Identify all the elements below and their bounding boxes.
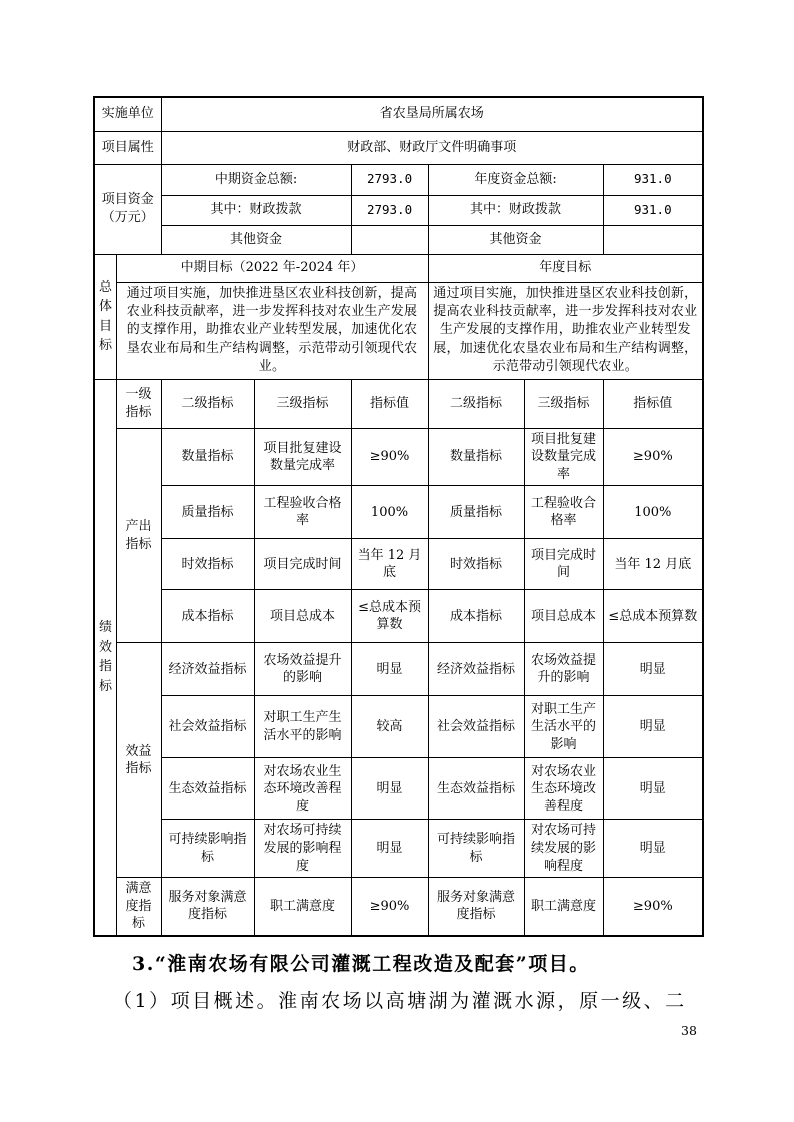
indicator-l3-mid: 职工满意度 [254, 878, 351, 936]
annual-goal-text: 通过项目实施，加快推进垦区农业科技创新，提高农业科技贡献率，进一步发挥科技对农业生产发展的支撑作用，助推农业产业转型发展，加速优化农垦农业布局和生产结构调整，示范带动引领现代农业。 [428, 282, 703, 379]
indicator-value-annual: ≤总成本预算数 [603, 590, 703, 643]
mid-term-total-label: 中期资金总额: [161, 164, 351, 195]
project-funds-label: 项目资金（万元） [94, 164, 161, 254]
indicator-l3-mid: 对农场农业生态环境改善程度 [254, 758, 351, 820]
indicator-value-mid: ≥90% [351, 428, 428, 486]
other-funds-annual-value [603, 225, 703, 254]
indicator-value-mid: ≤总成本预算数 [351, 590, 428, 643]
section-heading: 3.“淮南农场有限公司灌溉工程改造及配套”项目。 [132, 952, 590, 975]
page-number: 38 [681, 1023, 697, 1038]
table-row [94, 97, 703, 131]
indicator-l3-annual: 对职工生产生活水平的影响 [524, 696, 603, 758]
implementing-unit-label: 实施单位 [94, 97, 161, 131]
annual-total-value: 931.0 [603, 164, 703, 195]
fiscal-allocation-mid-value: 2793.0 [351, 195, 428, 225]
indicator-l3-mid: 对农场可持续发展的影响程度 [254, 820, 351, 878]
indicator-l3-mid: 项目总成本 [254, 590, 351, 643]
project-attribute-label: 项目属性 [94, 131, 161, 164]
indicator-l3-mid: 项目批复建设数量完成率 [254, 428, 351, 486]
group-benefit-indicators: 效益指标 [116, 643, 161, 878]
indicator-l3-mid: 工程验收合格率 [254, 486, 351, 539]
indicator-l2-mid: 时效指标 [161, 539, 254, 590]
other-funds-mid-value [351, 225, 428, 254]
header-value-annual: 指标值 [603, 379, 703, 428]
annual-goal-header: 年度目标 [428, 254, 703, 282]
other-funds-mid-label: 其他资金 [161, 225, 351, 254]
indicator-l3-annual: 农场效益提升的影响 [524, 643, 603, 696]
header-level2-annual: 二级指标 [428, 379, 524, 428]
indicator-l2-mid: 生态效益指标 [161, 758, 254, 820]
indicator-l3-annual: 对农场农业生态环境改善程度 [524, 758, 603, 820]
table-row [94, 225, 703, 254]
indicator-l2-annual: 成本指标 [428, 590, 524, 643]
header-level2-mid: 二级指标 [161, 379, 254, 428]
implementing-unit-value: 省农垦局所属农场 [161, 97, 703, 131]
indicator-l2-annual: 质量指标 [428, 486, 524, 539]
annual-total-label: 年度资金总额: [428, 164, 603, 195]
overall-goal-side-label: 总体目标 [94, 254, 116, 379]
indicator-l2-mid: 成本指标 [161, 590, 254, 643]
indicator-l2-annual: 可持续影响指标 [428, 820, 524, 878]
indicator-l2-mid: 质量指标 [161, 486, 254, 539]
indicator-l3-annual: 项目总成本 [524, 590, 603, 643]
table-row [94, 379, 703, 428]
indicator-value-mid: 较高 [351, 696, 428, 758]
mid-term-total-value: 2793.0 [351, 164, 428, 195]
table-row [94, 696, 703, 758]
fiscal-allocation-annual-label: 其中：财政拨款 [428, 195, 603, 225]
indicator-l3-mid: 项目完成时间 [254, 539, 351, 590]
other-funds-annual-label: 其他资金 [428, 225, 603, 254]
fiscal-allocation-mid-label: 其中：财政拨款 [161, 195, 351, 225]
indicator-value-mid: 当年 12 月底 [351, 539, 428, 590]
table-row [94, 643, 703, 696]
indicator-value-annual: ≥90% [603, 428, 703, 486]
indicator-l3-annual: 工程验收合格率 [524, 486, 603, 539]
indicator-l3-annual: 项目批复建设数量完成率 [524, 428, 603, 486]
project-attribute-value: 财政部、财政厅文件明确事项 [161, 131, 703, 164]
indicator-l2-mid: 社会效益指标 [161, 696, 254, 758]
page-content [93, 96, 702, 1015]
indicator-l2-annual: 经济效益指标 [428, 643, 524, 696]
indicator-l3-annual: 项目完成时间 [524, 539, 603, 590]
indicator-l2-annual: 数量指标 [428, 428, 524, 486]
table-row [94, 758, 703, 820]
table-row [94, 820, 703, 878]
table-row [94, 254, 703, 282]
indicator-value-mid: 明显 [351, 758, 428, 820]
header-value-mid: 指标值 [351, 379, 428, 428]
indicator-value-mid: 明显 [351, 643, 428, 696]
mid-term-goal-header: 中期目标（2022 年-2024 年） [116, 254, 428, 282]
body-paragraph: （1）项目概述。淮南农场以高塘湖为灌溉水源，原一级、二 [113, 990, 687, 1013]
indicator-value-annual: 明显 [603, 820, 703, 878]
header-level3-annual: 三级指标 [524, 379, 603, 428]
header-level1: 一级指标 [116, 379, 161, 428]
indicator-value-mid: 明显 [351, 820, 428, 878]
indicator-l3-annual: 对农场可持续发展的影响程度 [524, 820, 603, 878]
indicator-l2-mid: 可持续影响指标 [161, 820, 254, 878]
table-row [94, 195, 703, 225]
table-row [94, 590, 703, 643]
indicator-l2-annual: 服务对象满意度指标 [428, 878, 524, 936]
indicator-l2-mid: 数量指标 [161, 428, 254, 486]
table-row [94, 486, 703, 539]
group-output-indicators: 产出指标 [116, 428, 161, 643]
group-satisfaction-indicators: 满意度指标 [116, 878, 161, 936]
indicator-value-mid: 100% [351, 486, 428, 539]
performance-indicator-side-label: 绩效指标 [94, 379, 116, 935]
table-row [94, 539, 703, 590]
indicator-l2-annual: 生态效益指标 [428, 758, 524, 820]
indicator-value-annual: 明显 [603, 758, 703, 820]
indicator-value-mid: ≥90% [351, 878, 428, 936]
indicator-l2-annual: 时效指标 [428, 539, 524, 590]
indicator-l3-mid: 对职工生产生活水平的影响 [254, 696, 351, 758]
header-level3-mid: 三级指标 [254, 379, 351, 428]
indicator-value-annual: 明显 [603, 696, 703, 758]
fiscal-allocation-annual-value: 931.0 [603, 195, 703, 225]
table-row [94, 428, 703, 486]
indicator-value-annual: 当年 12 月底 [603, 539, 703, 590]
indicator-value-annual: 明显 [603, 643, 703, 696]
indicator-l2-mid: 经济效益指标 [161, 643, 254, 696]
indicator-l3-annual: 职工满意度 [524, 878, 603, 936]
indicator-l2-annual: 社会效益指标 [428, 696, 524, 758]
table-row [94, 282, 703, 379]
performance-target-table [93, 96, 704, 937]
table-row [94, 131, 703, 164]
indicator-value-annual: ≥90% [603, 878, 703, 936]
table-row [94, 164, 703, 195]
indicator-l3-mid: 农场效益提升的影响 [254, 643, 351, 696]
indicator-l2-mid: 服务对象满意度指标 [161, 878, 254, 936]
mid-term-goal-text: 通过项目实施，加快推进垦区农业科技创新，提高农业科技贡献率，进一步发挥科技对农业生产发展的支撑作用，助推农业产业转型发展，加速优化农垦农业布局和生产结构调整，示范带动引领现代农业。 [116, 282, 428, 379]
indicator-value-annual: 100% [603, 486, 703, 539]
table-row [94, 878, 703, 936]
